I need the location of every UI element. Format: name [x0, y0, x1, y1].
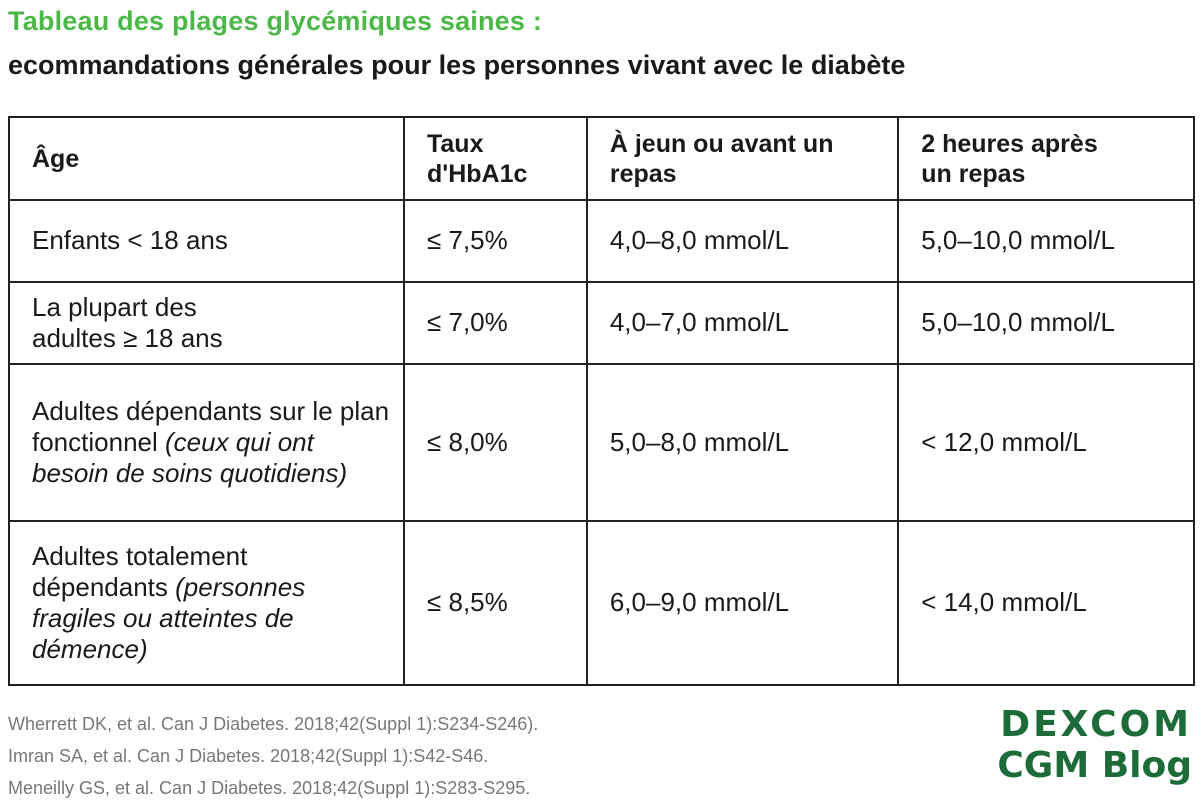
table-row: [9, 521, 1194, 685]
age-cell: [9, 282, 404, 364]
header-hba1c: Taux d'HbA1c: [404, 117, 587, 200]
age-note: (personnes fragiles ou atteintes de démence): [32, 571, 306, 665]
after-meal-cell: < 14,0 mmol/L: [898, 521, 1194, 685]
header-after-meal: 2 heures après un repas: [898, 117, 1194, 200]
age-label: Enfants < 18 ans: [32, 225, 228, 256]
reference-item: Meneilly GS, et al. Can J Diabetes. 2018;42(Suppl 1):S283-S295.: [8, 778, 531, 798]
table-row: [9, 200, 1194, 282]
fasting-cell: 4,0–7,0 mmol/L: [587, 282, 898, 364]
table-row: [9, 364, 1194, 521]
after-meal-cell: < 12,0 mmol/L: [898, 364, 1194, 521]
age-label: Adultes totalement dépendants: [32, 540, 248, 602]
references: [8, 708, 538, 804]
logo-brand: DEXCOM: [1000, 704, 1192, 745]
hba1c-cell: ≤ 8,5%: [404, 521, 587, 685]
age-label: La plupart des adultes ≥ 18 ans: [32, 291, 223, 353]
glycemic-ranges-table: [8, 116, 1195, 686]
age-label: Adultes dépendants sur le plan fonctionnel: [32, 395, 390, 457]
after-meal-cell: 5,0–10,0 mmol/L: [898, 200, 1194, 282]
age-cell: [9, 364, 404, 521]
page-title: Tableau des plages glycémiques saines :: [8, 6, 543, 36]
logo-blog: CGM Blog: [997, 745, 1192, 786]
fasting-cell: 6,0–9,0 mmol/L: [587, 521, 898, 685]
fasting-cell: 4,0–8,0 mmol/L: [587, 200, 898, 282]
header-age: Âge: [9, 117, 404, 200]
header-fasting: À jeun ou avant un repas: [587, 117, 898, 200]
after-meal-cell: 5,0–10,0 mmol/L: [898, 282, 1194, 364]
page-subtitle: ecommandations générales pour les personnes vivant avec le diabète: [8, 50, 906, 80]
hba1c-cell: ≤ 7,0%: [404, 282, 587, 364]
hba1c-cell: ≤ 8,0%: [404, 364, 587, 521]
age-cell: [9, 521, 404, 685]
hba1c-cell: ≤ 7,5%: [404, 200, 587, 282]
table-row: [9, 282, 1194, 364]
reference-item: Wherrett DK, et al. Can J Diabetes. 2018;42(Suppl 1):S234-S246).: [8, 714, 539, 734]
age-note: (ceux qui ont besoin de soins quotidiens): [32, 426, 348, 489]
reference-item: Imran SA, et al. Can J Diabetes. 2018;42(Suppl 1):S42-S46.: [8, 746, 489, 766]
dexcom-cgm-blog-logo: [997, 706, 1192, 788]
table-header-row: [9, 117, 1194, 200]
age-cell: [9, 200, 404, 282]
fasting-cell: 5,0–8,0 mmol/L: [587, 364, 898, 521]
